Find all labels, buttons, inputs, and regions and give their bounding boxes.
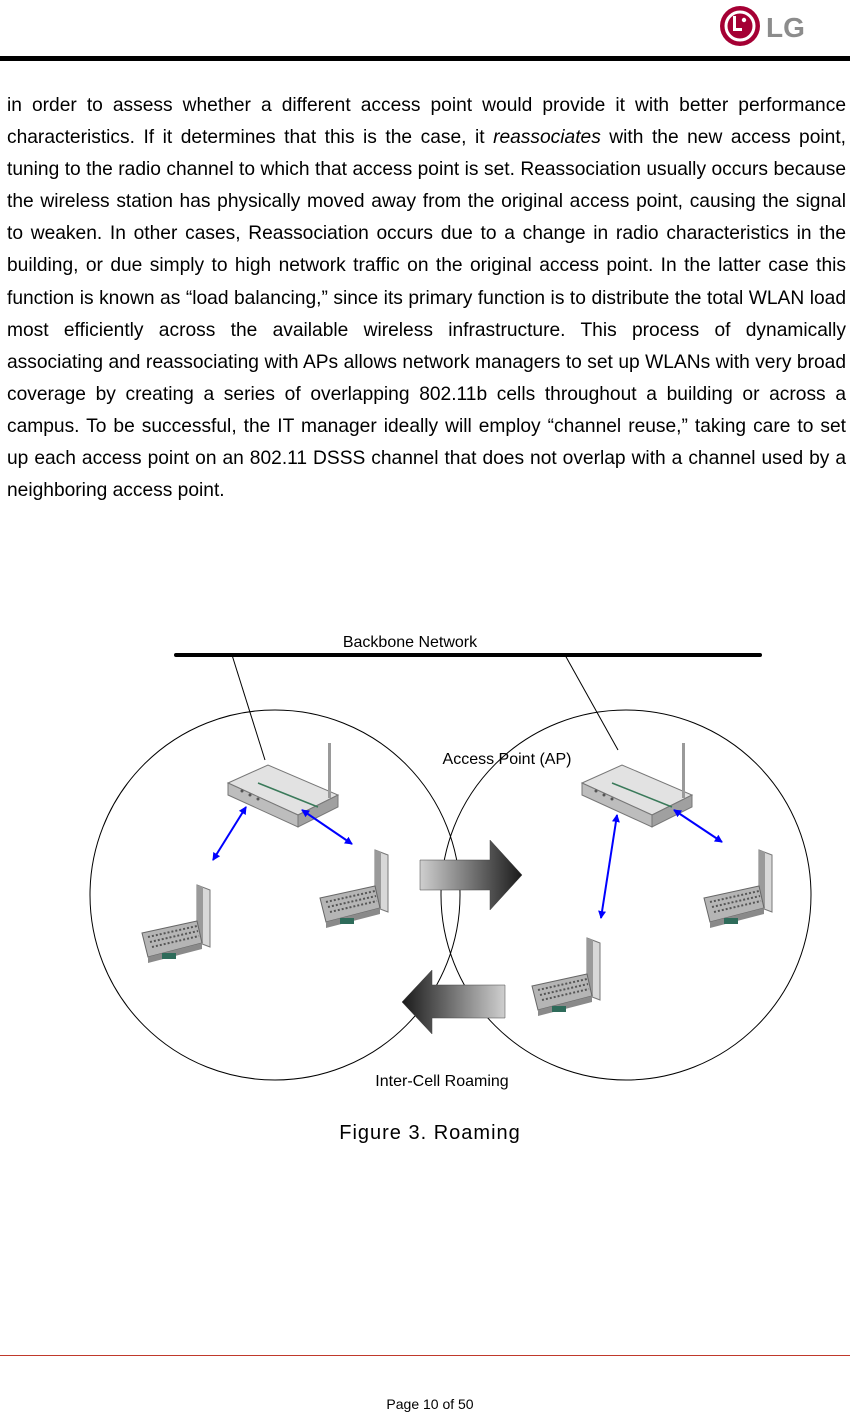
- body-paragraph: [7, 90, 846, 507]
- text-run: in order to assess whether a different access point would provide it with better performance characteristics. If it determines that this is the case, it: [7, 95, 846, 149]
- uplink-line-right: [565, 655, 618, 750]
- cell-left: [90, 710, 460, 1080]
- lg-logo: [714, 4, 826, 48]
- access-point-label: Access Point (AP): [442, 751, 572, 768]
- laptop-left-icon: [142, 885, 210, 963]
- link-arrow: [601, 815, 617, 918]
- link-arrow: [302, 810, 352, 844]
- laptop-right-icon: [704, 850, 772, 928]
- laptop-center-icon: [320, 850, 388, 928]
- header-rule: [0, 56, 850, 61]
- footer-rule: [0, 1355, 850, 1356]
- roaming-label: Inter-Cell Roaming: [375, 1073, 509, 1090]
- svg-text:LG: LG: [766, 12, 805, 43]
- roaming-figure: [0, 620, 850, 1100]
- roam-right-arrow-icon: [420, 840, 522, 910]
- text-run: with the new access point, tuning to the radio channel to which that access point is set. Reassociation usually occurs because the wireless station has physically moved away from the original access point, causing the signal to weaken. In other cases, Reassociation occurs due to a change in radio characteristics in the building, or due simply to high network traffic on the original access point. In the latter case this function is known as “load balancing,” since its primary function is to distribute the total WLAN load most efficiently across the available wireless infrastructure. This process of dynamically associating and reassociating with APs allows network managers to set up WLANs with very broad coverage by creating a series of overlapping 802.11b cells throughout a building or across a campus. To be successful, the IT manager ideally will employ “channel reuse,” taking care to set up each access point on an 802.11 DSSS channel that does not overlap with a channel used by a neighboring access point.: [7, 127, 846, 502]
- link-arrow: [213, 807, 246, 860]
- laptop-roaming-icon: [532, 938, 600, 1016]
- page-number: Page 10 of 50: [386, 1396, 474, 1412]
- link-arrow: [674, 810, 722, 842]
- emphasized-term: reassociates: [493, 127, 601, 149]
- figure-caption: Figure 3. Roaming: [339, 1122, 521, 1144]
- access-point-left-icon: [228, 743, 338, 827]
- uplink-line-left: [232, 655, 265, 760]
- access-point-right-icon: [582, 743, 692, 827]
- backbone-label: Backbone Network: [342, 634, 478, 651]
- roam-left-arrow-icon: [402, 970, 505, 1034]
